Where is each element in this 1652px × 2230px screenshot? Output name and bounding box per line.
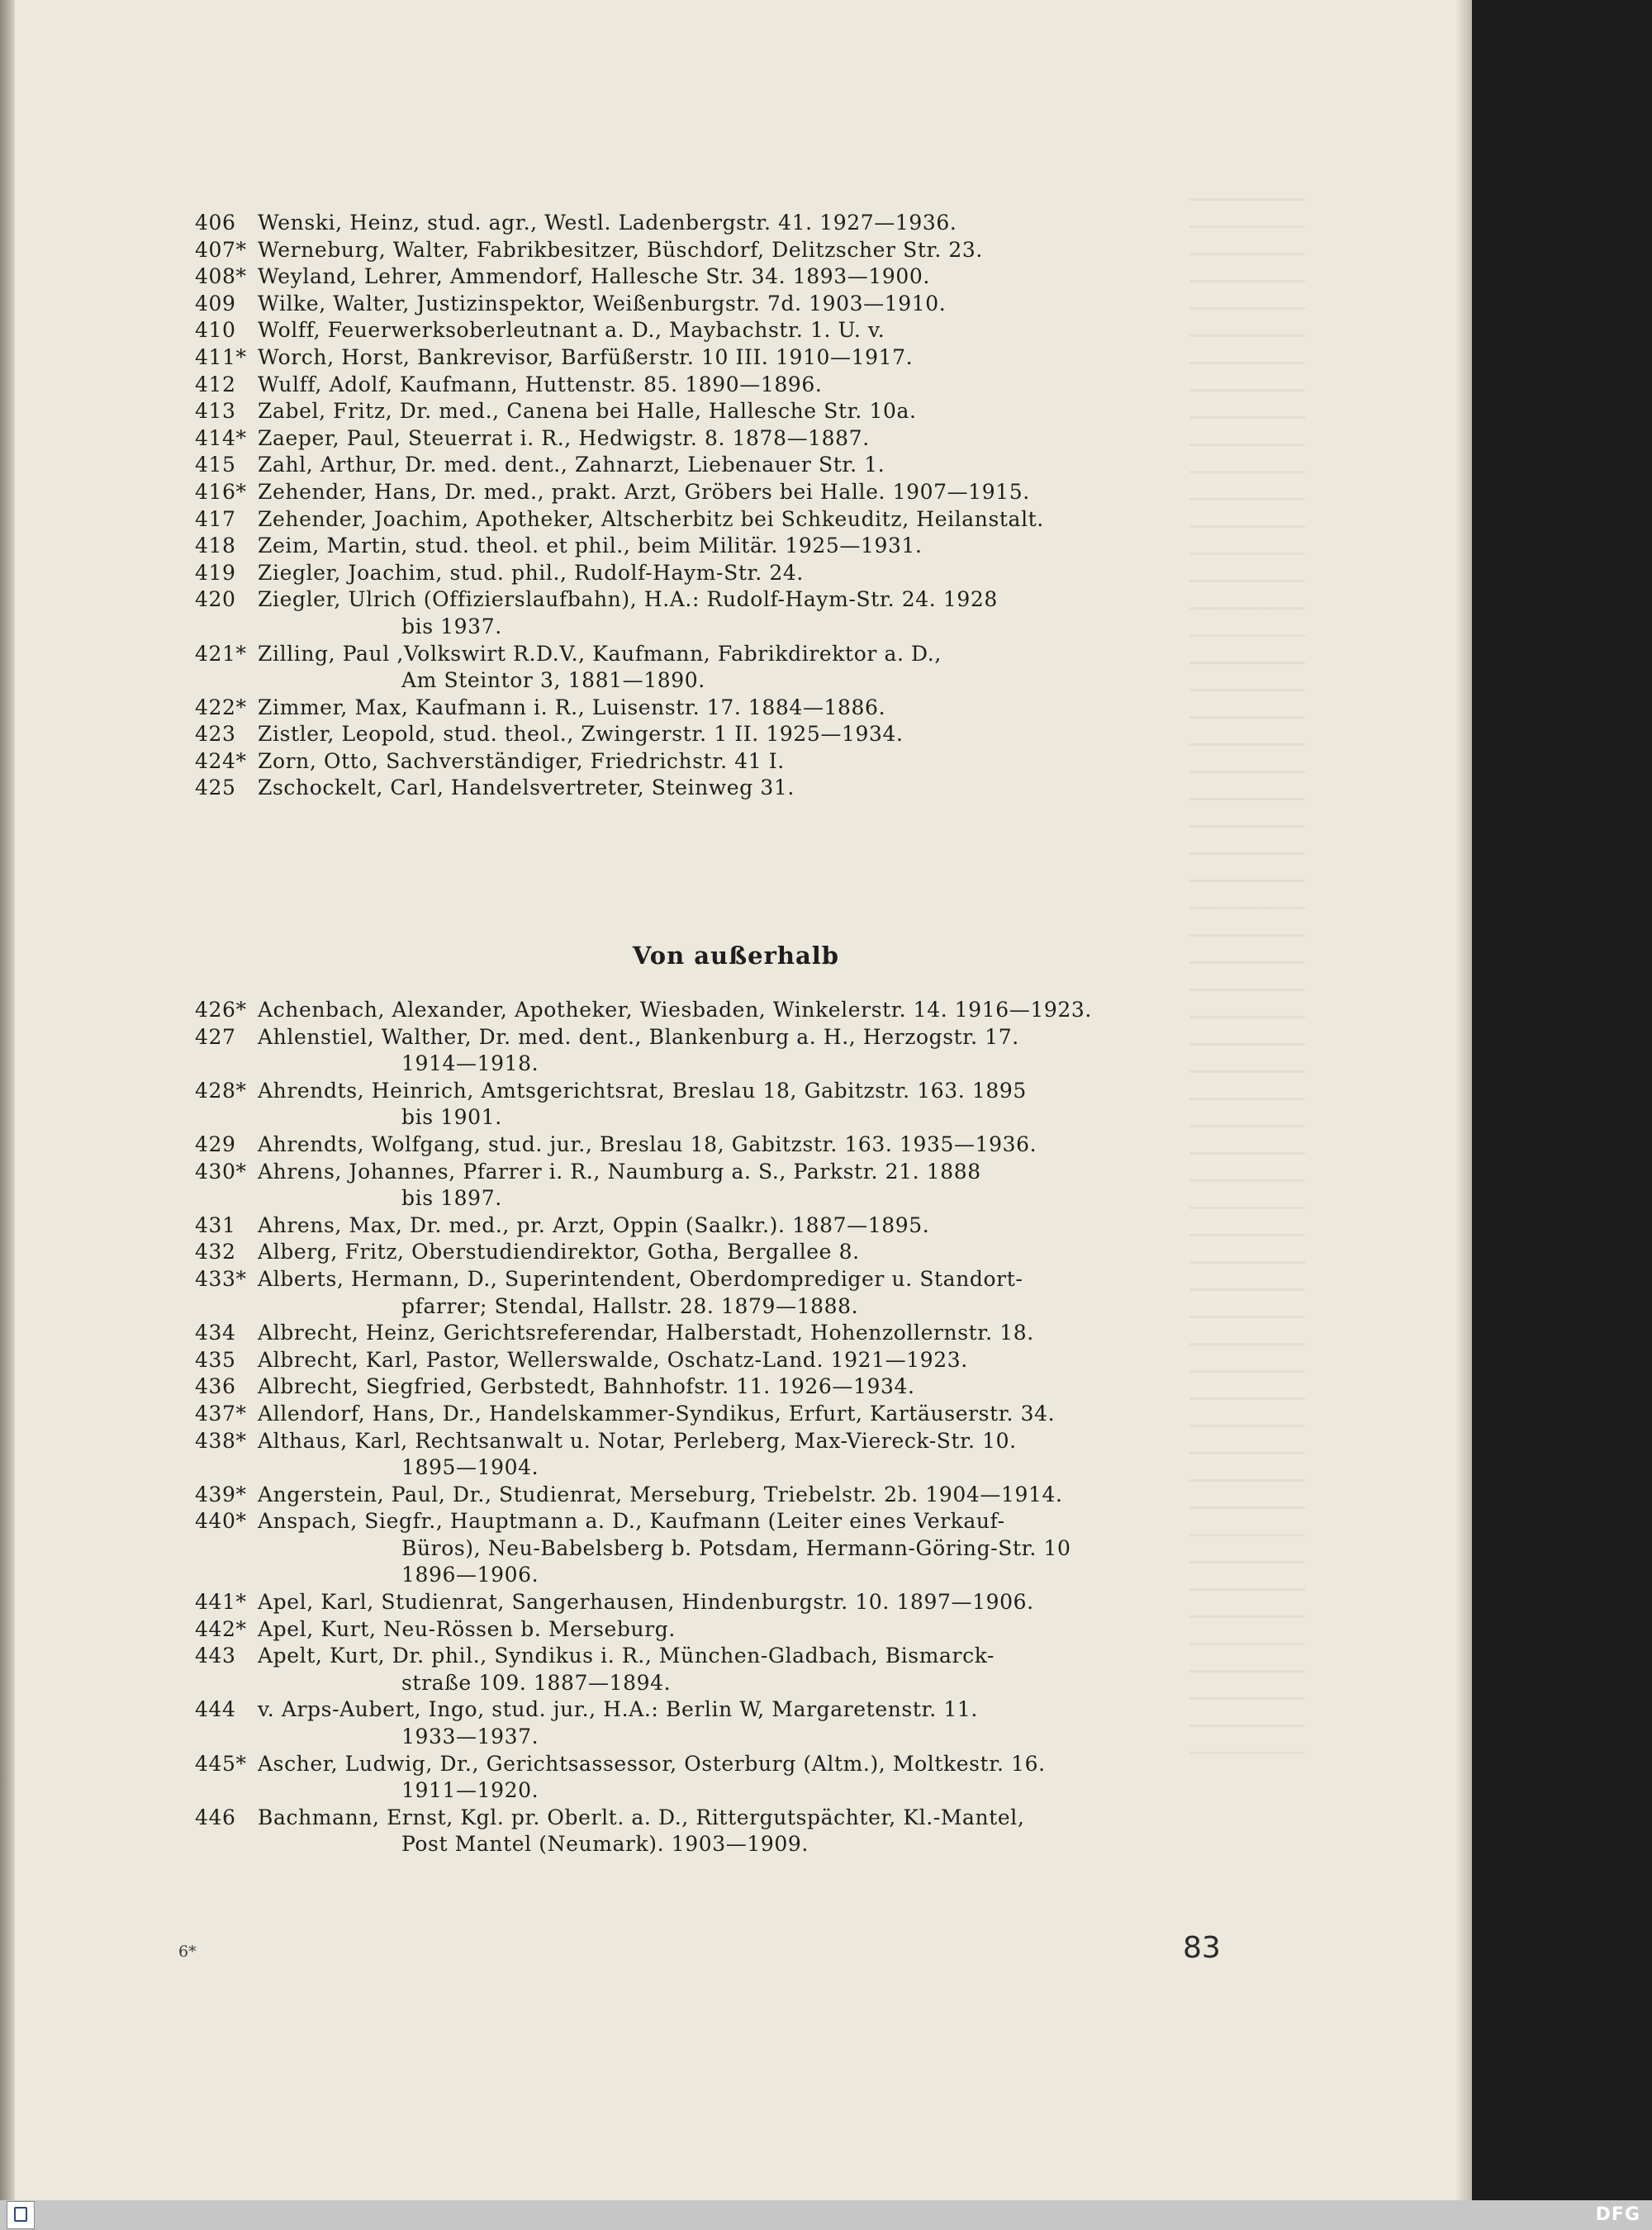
entry-text: Wilke, Walter, Justizinspektor, Weißenburgstr. 7d. 1903—1910. [258,291,947,316]
entry-number: 442* [195,1616,247,1641]
entry-text: Achenbach, Alexander, Apotheker, Wiesbaden, Winkelerstr. 14. 1916—1923. [258,998,1092,1022]
list-item [195,1159,1237,1212]
list-item [195,1616,1237,1644]
entry-text: Allendorf, Hans, Dr., Handelskammer-Syndikus, Erfurt, Kartäuserstr. 34. [258,1401,1056,1426]
list-item [195,372,1237,399]
entry-number: 430* [195,1159,247,1184]
entry-text: Zorn, Otto, Sachverständiger, Friedrichstr. 41 I. [258,748,785,773]
entry-text: Angerstein, Paul, Dr., Studienrat, Merseburg, Triebelstr. 2b. 1904—1914. [258,1482,1063,1506]
entry-text: Zeim, Martin, stud. theol. et phil., beim Militär. 1925—1931. [258,534,923,558]
list-item [195,533,1237,560]
entry-number: 437* [195,1401,247,1426]
list-item [195,1805,1237,1858]
entry-text: Wenski, Heinz, stud. agr., Westl. Ladenbergstr. 41. 1927—1936. [258,211,957,235]
entry-number: 432 [195,1240,236,1264]
entry-number: 428* [195,1078,247,1103]
entry-continuation: bis 1897. [401,1186,502,1211]
entry-text: Werneburg, Walter, Fabrikbesitzer, Büschdorf, Delitzscher Str. 23. [258,237,983,262]
entry-number: 415 [195,453,236,477]
entry-number: 427 [195,1024,236,1049]
entry-text: Worch, Horst, Bankrevisor, Barfüßerstr. 10 III. 1910—1917. [258,344,914,369]
entry-continuation: straße 109. 1887—1894. [401,1670,672,1695]
list-item [195,695,1237,722]
entry-number: 423 [195,722,236,747]
entry-continuation: 1911—1920. [401,1778,539,1803]
entry-text: Wulff, Adolf, Kaufmann, Huttenstr. 85. 1890—1896. [258,372,823,396]
viewer-bottom-bar [0,2200,1652,2230]
entry-text: Ziegler, Joachim, stud. phil., Rudolf-Haym-Str. 24. [258,560,804,585]
entry-text: Apelt, Kurt, Dr. phil., Syndikus i. R., München-Gladbach, Bismarck- [258,1644,995,1668]
entry-text: Zabel, Fritz, Dr. med., Canena bei Halle, Hallesche Str. 10a. [258,399,917,424]
entry-text: Ascher, Ludwig, Dr., Gerichtsassessor, Osterburg (Altm.), Moltkestr. 16. [258,1751,1046,1776]
entry-number: 413 [195,399,236,424]
entry-text: Ahlenstiel, Walther, Dr. med. dent., Blankenburg a. H., Herzogstr. 17. [258,1024,1019,1049]
list-item [195,210,1237,237]
entry-continuation: Am Steintor 3, 1881—1890. [401,668,705,693]
entry-number: 441* [195,1590,247,1615]
list-item [195,997,1237,1024]
entry-text: Zilling, Paul ,Volkswirt R.D.V., Kaufmann, Fabrikdirektor a. D., [258,641,942,666]
list-item [195,1589,1237,1616]
entry-number: 440* [195,1509,247,1534]
entry-text: Alberts, Hermann, D., Superintendent, Oberdomprediger u. Standort- [258,1266,1023,1291]
entry-number: 426* [195,998,247,1022]
entry-text: Albrecht, Karl, Pastor, Wellerswalde, Oschatz-Land. 1921—1923. [258,1347,968,1372]
list-item [195,1320,1237,1347]
list-item [195,237,1237,264]
list-item [195,721,1237,748]
entry-number: 412 [195,372,236,396]
list-item [195,641,1237,695]
entry-number: 439* [195,1482,247,1506]
entry-text: Zschockelt, Carl, Handelsvertreter, Steinweg 31. [258,776,795,800]
entry-text: Zaeper, Paul, Steuerrat i. R., Hedwigstr. 8. 1878—1887. [258,425,870,450]
entry-number: 438* [195,1428,247,1453]
entry-number: 422* [195,695,247,719]
entry-number: 434 [195,1321,236,1345]
list-item [195,1374,1237,1401]
entry-number: 409 [195,291,236,316]
entry-number: 411* [195,344,247,369]
entry-text: Ahrens, Johannes, Pfarrer i. R., Naumburg a. S., Parkstr. 21. 1888 [258,1159,981,1184]
page-edge-shadow [1455,0,1472,2200]
list-item [195,1132,1237,1159]
list-item [195,775,1237,802]
entry-number: 436 [195,1374,236,1399]
list-item [195,479,1237,506]
entry-number: 416* [195,479,247,504]
entry-number: 410 [195,318,236,343]
list-item [195,1347,1237,1374]
entry-number: 421* [195,641,247,666]
entry-text: Albrecht, Heinz, Gerichtsreferendar, Halberstadt, Hohenzollernstr. 18. [258,1321,1034,1345]
list-item [195,1643,1237,1696]
list-item [195,1024,1237,1078]
list-item [195,586,1237,640]
entry-continuation: 1896—1906. [401,1563,539,1587]
entry-continuation: Post Mantel (Neumark). 1903—1909. [401,1832,809,1857]
section-title: Von außerhalb [632,942,840,970]
list-item [195,1482,1237,1509]
list-item [195,1508,1237,1589]
entry-number: 425 [195,776,236,800]
list-item [195,748,1237,776]
list-item [195,291,1237,318]
entry-number: 429 [195,1132,236,1156]
entry-text: Weyland, Lehrer, Ammendorf, Hallesche Str. 34. 1893—1900. [258,264,930,289]
entry-number: 417 [195,506,236,531]
entry-text: Alberg, Fritz, Oberstudiendirektor, Gotha, Bergallee 8. [258,1240,860,1264]
entry-continuation: 1933—1937. [401,1725,539,1749]
entry-text: Anspach, Siegfr., Hauptmann a. D., Kaufmann (Leiter eines Verkauf- [258,1509,1005,1534]
list-item [195,560,1237,587]
entry-continuation: pfarrer; Stendal, Hallstr. 28. 1879—1888. [401,1293,859,1318]
entry-text: Zehender, Hans, Dr. med., prakt. Arzt, Gröbers bei Halle. 1907—1915. [258,479,1030,504]
list-item [195,425,1237,453]
entry-text: Zahl, Arthur, Dr. med. dent., Zahnarzt, Liebenauer Str. 1. [258,453,885,477]
list-item [195,1212,1237,1240]
entry-text: Albrecht, Siegfried, Gerbstedt, Bahnhofstr. 11. 1926—1934. [258,1374,915,1399]
page-number: 83 [1183,1931,1221,1965]
entry-number: 424* [195,748,247,773]
entry-number: 446 [195,1805,236,1829]
list-item [195,317,1237,344]
list-item [195,263,1237,291]
list-item [195,1266,1237,1320]
entry-number: 445* [195,1751,247,1776]
list-item [195,1239,1237,1266]
entry-continuation: 1914—1918. [401,1051,539,1076]
entry-text: Ahrendts, Heinrich, Amtsgerichtsrat, Breslau 18, Gabitzstr. 163. 1895 [258,1078,1027,1103]
page-gutter-shadow [0,0,15,2200]
entry-number: 431 [195,1212,236,1237]
entry-text: Zehender, Joachim, Apotheker, Altscherbitz bei Schkeuditz, Heilanstalt. [258,506,1044,531]
entry-text: v. Arps-Aubert, Ingo, stud. jur., H.A.: Berlin W, Margaretenstr. 11. [258,1697,978,1722]
entry-number: 406 [195,211,236,235]
entry-text: Ahrens, Max, Dr. med., pr. Arzt, Oppin (Saalkr.). 1887—1895. [258,1212,930,1237]
entry-number: 435 [195,1347,236,1372]
list-item [195,1428,1237,1482]
list-item [195,452,1237,479]
main-entry-list [195,210,1237,802]
entry-continuation: 1895—1904. [401,1455,539,1480]
signature-mark: 6* [178,1943,197,1961]
list-item [195,344,1237,372]
scanner-background [1472,0,1652,2200]
entry-continuation: Büros), Neu-Babelsberg b. Potsdam, Hermann-Göring-Str. 10 [401,1535,1071,1560]
entry-number: 444 [195,1697,236,1722]
entry-number: 443 [195,1644,236,1668]
entry-continuation: bis 1937. [401,614,502,638]
entry-text: Ahrendts, Wolfgang, stud. jur., Breslau 18, Gabitzstr. 163. 1935—1936. [258,1132,1037,1156]
list-item [195,1078,1237,1132]
list-item [195,1751,1237,1805]
entry-number: 420 [195,587,236,612]
entry-text: Apel, Kurt, Neu-Rössen b. Merseburg. [258,1616,676,1641]
entry-text: Zimmer, Max, Kaufmann i. R., Luisenstr. 17. 1884—1886. [258,695,886,719]
list-item [195,1696,1237,1750]
entry-number: 418 [195,534,236,558]
entry-continuation: bis 1901. [401,1105,502,1130]
entry-number: 407* [195,237,247,262]
entry-text: Apel, Karl, Studienrat, Sangerhausen, Hindenburgstr. 10. 1897—1906. [258,1590,1034,1615]
entry-number: 414* [195,425,247,450]
list-item [195,1401,1237,1428]
entry-text: Bachmann, Ernst, Kgl. pr. Oberlt. a. D., Rittergutspächter, Kl.-Mantel, [258,1805,1025,1829]
entry-text: Althaus, Karl, Rechtsanwalt u. Notar, Perleberg, Max-Viereck-Str. 10. [258,1428,1017,1453]
list-item [195,398,1237,425]
entry-text: Ziegler, Ulrich (Offizierslaufbahn), H.A.: Rudolf-Haym-Str. 24. 1928 [258,587,998,612]
entry-number: 408* [195,264,247,289]
external-entry-list [195,997,1237,1858]
entry-number: 433* [195,1266,247,1291]
list-item [195,506,1237,534]
dfg-logo: DFG [1595,2204,1640,2225]
entry-number: 419 [195,560,236,585]
library-logo-icon[interactable] [7,2201,35,2229]
entry-text: Wolff, Feuerwerksoberleutnant a. D., Maybachstr. 1. U. v. [258,318,885,343]
entry-text: Zistler, Leopold, stud. theol., Zwingerstr. 1 II. 1925—1934. [258,722,904,747]
